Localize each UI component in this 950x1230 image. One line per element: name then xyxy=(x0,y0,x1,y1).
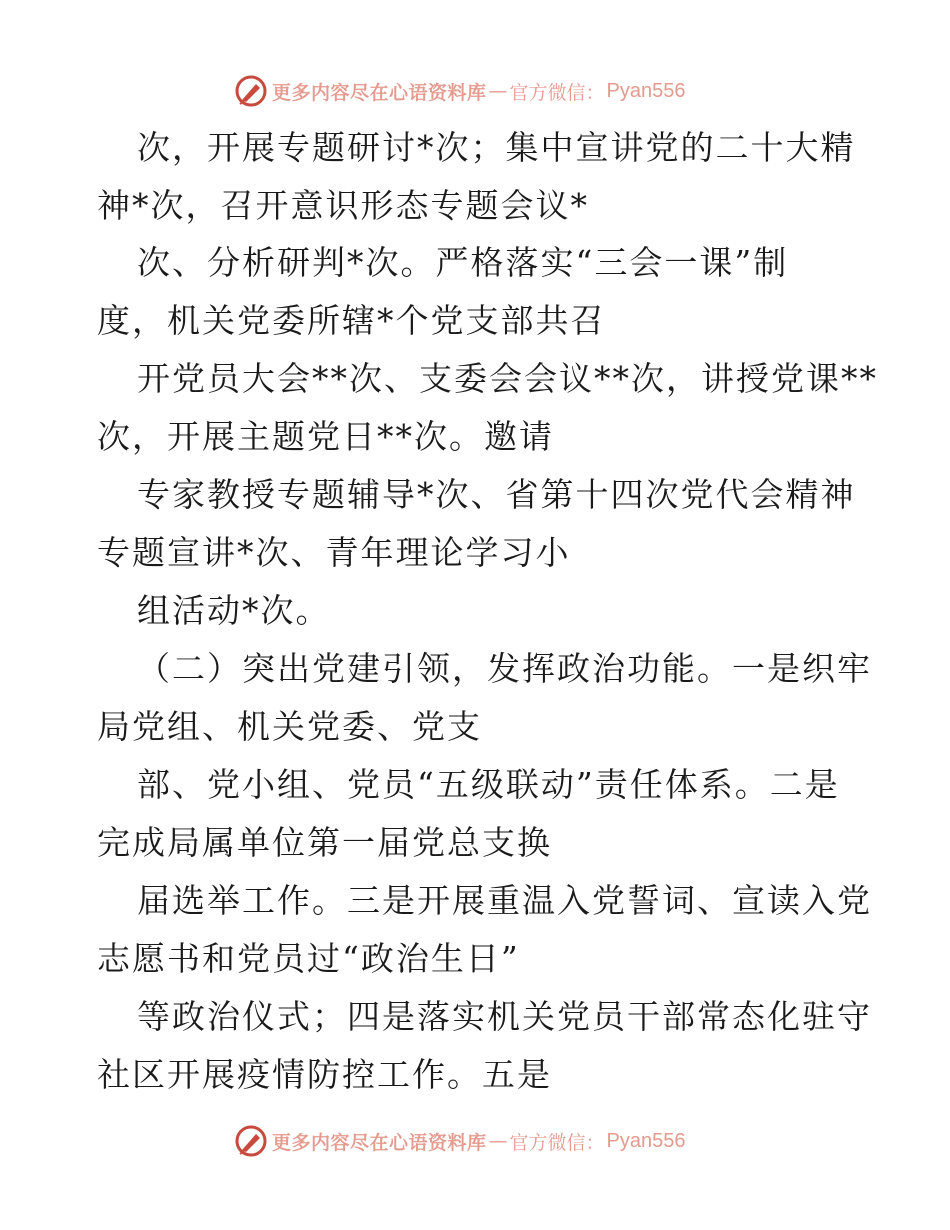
text-line: 志愿书和党员过“政治生日” xyxy=(97,939,520,978)
text-line: 社区开展疫情防控工作。五是 xyxy=(97,1055,552,1094)
text-line: 次，开展主题党日**次。邀请 xyxy=(97,417,554,456)
watermark-text: 更多内容尽在心语资料库 xyxy=(272,1131,487,1154)
watermark-wechat-label: 官方微信： xyxy=(509,1131,605,1154)
text-line: 次、分析研判*次。严格落实“三会一课”制 xyxy=(137,243,789,282)
text-line: （二）突出党建引领，发挥政治功能。一是织牢 xyxy=(137,649,872,688)
text-line: 等政治仪式；四是落实机关党员干部常态化驻守 xyxy=(137,997,872,1036)
text-line: 次，开展专题研讨*次；集中宣讲党的二十大精 xyxy=(137,128,856,167)
text-line: 专题宣讲*次、青年理论学习小 xyxy=(97,533,571,572)
watermark-dash: — xyxy=(488,80,508,102)
text-line: 专家教授专题辅导*次、省第十四次党代会精神 xyxy=(137,475,856,514)
text-line: 神*次，召开意识形态专题会议* xyxy=(97,186,589,225)
watermark-wechat-id: Pyan556 xyxy=(606,1129,686,1152)
watermark-text: 更多内容尽在心语资料库 xyxy=(272,81,487,104)
text-line: 完成局属单位第一届党总支换 xyxy=(97,823,552,862)
text-line: 度，机关党委所辖*个党支部共召 xyxy=(97,301,606,340)
watermark-banner-bottom xyxy=(234,1121,686,1161)
watermark-wechat-label: 官方微信： xyxy=(509,81,605,104)
watermark-dash: — xyxy=(488,1130,508,1152)
text-line: 局党组、机关党委、党支 xyxy=(97,707,482,746)
text-line: 开党员大会**次、支委会会议**次，讲授党课** xyxy=(137,359,878,398)
text-line: 组活动*次。 xyxy=(137,591,331,630)
text-line: 届选举工作。三是开展重温入党誓词、宣读入党 xyxy=(137,881,872,920)
text-line: 部、党小组、党员“五级联动”责任体系。二是 xyxy=(137,765,840,804)
pen-logo-icon xyxy=(234,1124,268,1158)
watermark-wechat-id: Pyan556 xyxy=(606,79,686,102)
